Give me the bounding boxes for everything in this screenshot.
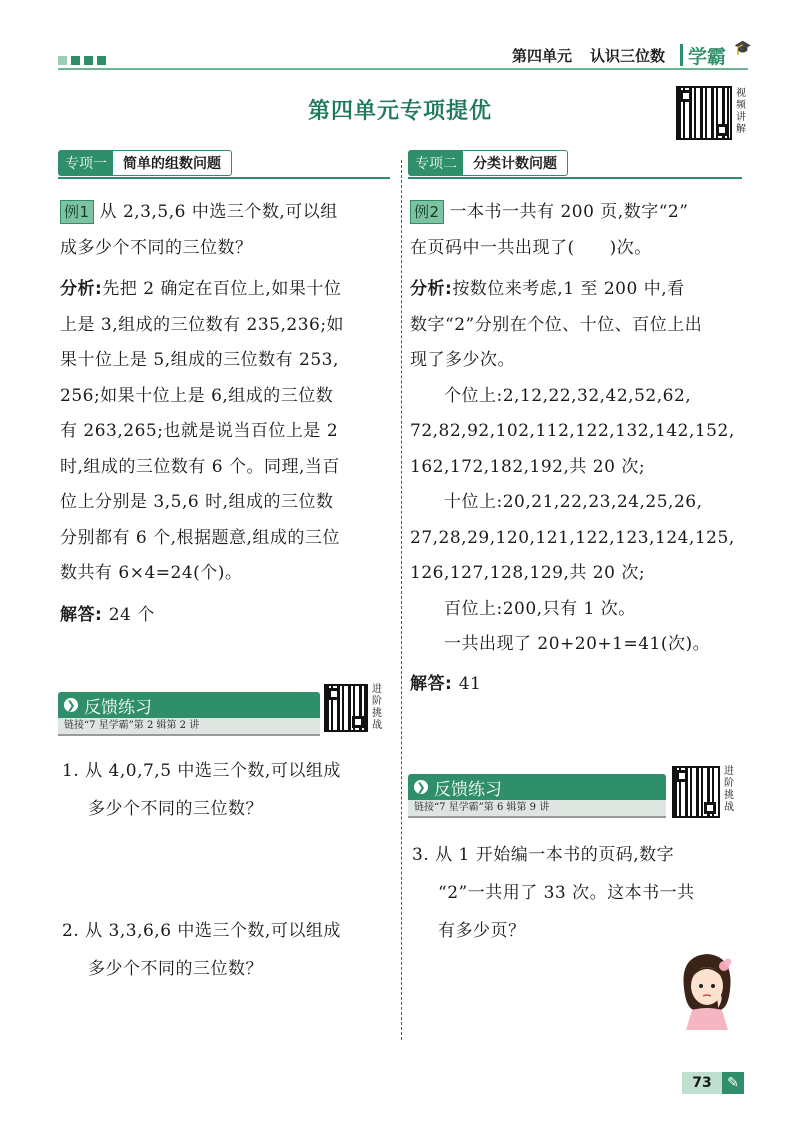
answer-label: 解答 (60, 604, 95, 625)
page-title: 第四单元专项提优 (307, 99, 492, 124)
example-tag: 例2 (410, 200, 444, 224)
answer-text: 41 (458, 673, 482, 694)
hundreds-place-text: 百位上:200,只有 1 次。 (444, 598, 636, 619)
total-text: 一共出现了 20+20+1=41(次)。 (444, 634, 711, 654)
section-name: 简单的组数问题 (123, 156, 221, 172)
analysis-text: 时,组成的三位数有 6 个。同理,当百 (60, 456, 340, 477)
practice-qr-code-icon[interactable] (324, 684, 368, 732)
header-topic: 认识三位数 (590, 47, 666, 65)
example-2: 例2 一本书一共有 200 页,数字“2” 在页码中一共出现了( )次。 分析:按数位来考虑,1 至 200 中,看 数字“2”分别在个位、十位、百位上出 现了多少次。 个位上:2,12,22,32,42,52,62, 72,82,92,102,112,122,132,142,152, 162,172,182,192,共 20 次; 十位上:20,21,22,23,24,25,26, 27,28,29,120,121,122,123,124,125, 126,127,128,129,共 20 次; 百位上:200,只有 1 次。 一共出现了 20+20+1=41(次)。 解答: 41 (410, 195, 746, 702)
analysis-text: 按数位来考虑,1 至 200 中,看 (452, 279, 685, 299)
question-number: 3. (412, 845, 430, 865)
video-qr-label: 视频讲解 (736, 88, 746, 135)
question-text: “2”一共用了 33 次。这本书一共 (438, 883, 695, 903)
example-1: 例1 从 2,3,5,6 中选三个数,可以组 成多少个不同的三位数？ 分析:先把 2 确定在百位上,如果十位 上是 3,组成的三位数有 235,236;如 果十位上是 5,组成的三位数有 253, 256;如果十位上是 6,组成的三位数 有 263,265;也就是说当百位上是 2 时,组成的三位数有 6 个。同理,当百 位上分别是 3,5,6 时,组成的三位数 分别都有 6 个,根据题意,组成的三位 数共有 6×4=24(个)。 解答: 24 个 (60, 195, 396, 633)
practice-link[interactable]: 链接“7 星学霸”第 2 辑第 2 讲 (58, 718, 320, 736)
question-1 (62, 752, 398, 828)
advance-challenge-label: 进阶挑战 (372, 684, 382, 731)
video-qr-code-icon[interactable] (676, 86, 732, 140)
section-header-2 (408, 150, 568, 176)
thinking-girl-illustration (672, 948, 742, 1030)
tens-place-text: 十位上:20,21,22,23,24,25,26, (444, 492, 703, 512)
question-text: 多少个不同的三位数？ (88, 799, 263, 819)
section-name: 分类计数问题 (473, 156, 557, 172)
example-text: 成多少个不同的三位数？ (60, 237, 253, 258)
brand-logo: 学霸 (688, 46, 727, 68)
question-text: 从 1 开始编一本书的页码,数字 (435, 845, 675, 865)
answer-label: 解答 (410, 673, 445, 694)
example-tag: 例1 (60, 200, 94, 224)
page-number: 73 (682, 1072, 722, 1094)
question-text: 从 4,0,7,5 中选三个数,可以组成 (85, 761, 341, 781)
graduation-cap-icon: 🎓 (734, 40, 752, 56)
analysis-text: 数字“2”分别在个位、十位、百位上出 (410, 314, 703, 335)
section-header-1 (58, 150, 232, 176)
advance-challenge-label: 进阶挑战 (724, 766, 734, 813)
practice-banner-2 (408, 774, 666, 818)
analysis-label: 分析 (60, 279, 95, 299)
analysis-text: 分别都有 6 个,根据题意,组成的三位 (60, 527, 340, 548)
header-decoration (58, 56, 106, 65)
practice-link[interactable]: 链接“7 星学霸”第 6 辑第 9 讲 (408, 800, 666, 818)
ones-place-text: 162,172,182,192,共 20 次; (410, 456, 646, 477)
tens-place-text: 27,28,29,120,121,122,123,124,125, (410, 527, 735, 548)
analysis-text: 先把 2 确定在百位上,如果十位 (102, 279, 342, 299)
question-text: 有多少页？ (438, 921, 526, 941)
section-underline (58, 177, 390, 179)
practice-title: 反馈练习 (84, 697, 152, 718)
example-text: 在页码中一共出现了( )次。 (410, 237, 652, 258)
analysis-text: 数共有 6×4=24(个)。 (60, 563, 243, 583)
chevron-right-icon: ❯ (414, 780, 428, 794)
tens-place-text: 126,127,128,129,共 20 次; (410, 563, 646, 583)
question-2 (62, 912, 398, 988)
practice-title: 反馈练习 (434, 779, 502, 800)
question-3 (412, 836, 748, 950)
pencil-icon: ✎ (722, 1072, 744, 1094)
analysis-label: 分析 (410, 279, 445, 299)
ones-place-text: 个位上:2,12,22,32,42,52,62, (444, 385, 692, 406)
section-tag: 专项一 (59, 151, 113, 175)
header-unit: 第四单元 (512, 47, 573, 65)
practice-banner-1 (58, 692, 320, 736)
analysis-text: 现了多少次。 (410, 350, 515, 370)
question-text: 从 3,3,6,6 中选三个数,可以组成 (85, 921, 341, 941)
column-divider (401, 160, 402, 1040)
analysis-text: 256;如果十位上是 6,组成的三位数 (60, 385, 334, 406)
question-number: 2. (62, 921, 80, 941)
chevron-right-icon: ❯ (64, 698, 78, 712)
practice-qr-code-icon[interactable] (672, 766, 720, 818)
question-text: 多少个不同的三位数？ (88, 959, 263, 979)
analysis-text: 上是 3,组成的三位数有 235,236;如 (60, 314, 345, 335)
analysis-text: 位上分别是 3,5,6 时,组成的三位数 (60, 492, 334, 512)
question-number: 1. (62, 761, 80, 781)
analysis-text: 有 263,265;也就是说当百位上是 2 (60, 421, 339, 441)
example-text: 一本书一共有 200 页,数字“2” (449, 202, 689, 222)
analysis-text: 果十位上是 5,组成的三位数有 253, (60, 350, 339, 370)
ones-place-text: 72,82,92,102,112,122,132,142,152, (410, 421, 735, 441)
header-rule (58, 68, 748, 70)
example-text: 从 2,3,5,6 中选三个数,可以组 (99, 202, 338, 222)
answer-text: 24 个 (108, 604, 155, 625)
section-tag: 专项二 (409, 151, 463, 175)
header-separator (680, 44, 683, 66)
section-underline (408, 177, 742, 179)
